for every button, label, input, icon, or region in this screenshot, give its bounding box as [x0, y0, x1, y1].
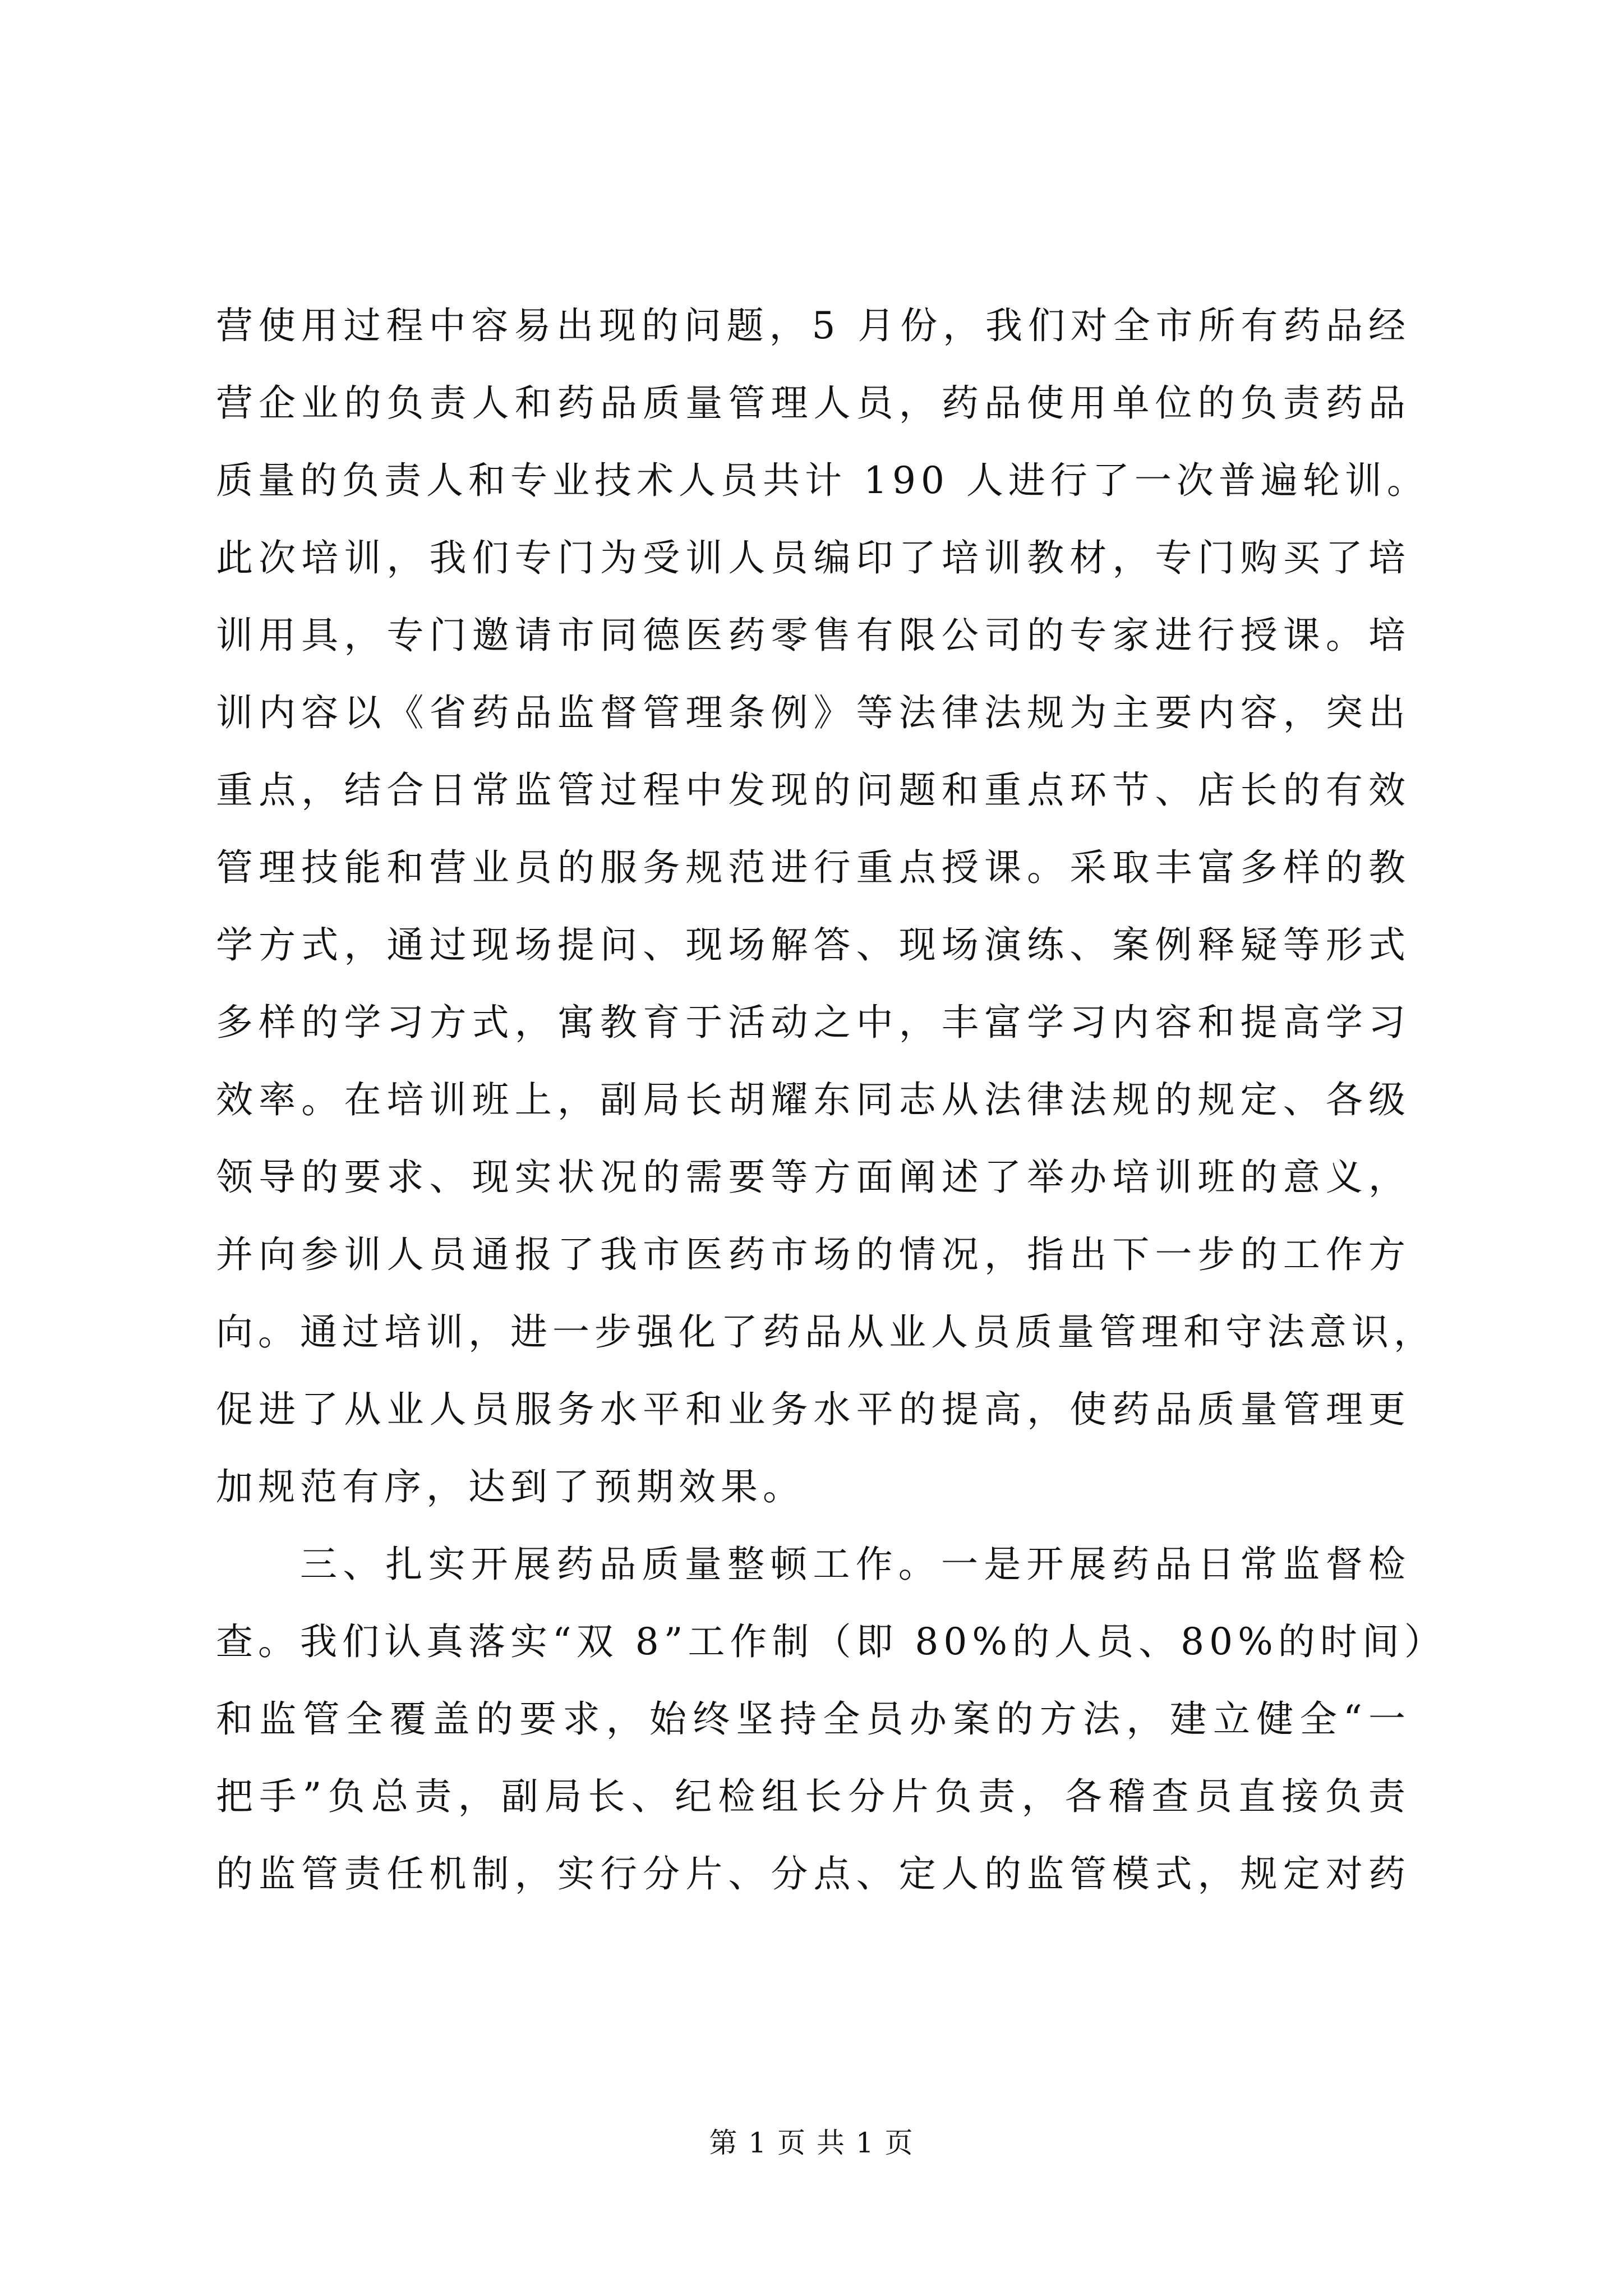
text-line: 重点，结合日常监管过程中发现的问题和重点环节、店长的有效	[216, 769, 1410, 812]
text-line: 和监管全覆盖的要求，始终坚持全员办案的方法，建立健全“一	[216, 1697, 1410, 1741]
text-line: 查。我们认真落实“双 8”工作制（即 80%的人员、80%的时间）	[216, 1620, 1446, 1663]
paragraph-section-three	[216, 1526, 1446, 1913]
text-line: 营使用过程中容易出现的问题，5 月份，我们对全市所有药品经	[216, 304, 1410, 347]
text-line: 此次培训，我们专门为受训人员编印了培训教材，专门购买了培	[216, 536, 1410, 579]
document-body	[216, 287, 1446, 1913]
text-line: 加规范有序，达到了预期效果。	[216, 1465, 805, 1508]
page-footer: 第 1 页 共 1 页	[709, 2127, 914, 2159]
text-line: 训内容以《省药品监督管理条例》等法律法规为主要内容，突出	[216, 691, 1410, 734]
text-line: 多样的学习方式，寓教育于活动之中，丰富学习内容和提高学习	[216, 1001, 1410, 1044]
text-line: 学方式，通过现场提问、现场解答、现场演练、案例释疑等形式	[216, 923, 1410, 967]
text-line: 营企业的负责人和药品质量管理人员，药品使用单位的负责药品	[216, 381, 1410, 425]
paragraph-training	[216, 287, 1436, 1526]
text-line: 把手”负总责，副局长、纪检组长分片负责，各稽查员直接负责	[216, 1775, 1410, 1818]
text-line: 质量的负责人和专业技术人员共计 190 人进行了一次普遍轮训。	[216, 459, 1429, 502]
text-line: 训用具，专门邀请市同德医药零售有限公司的专家进行授课。培	[216, 614, 1410, 657]
text-line: 促进了从业人员服务水平和业务水平的提高，使药品质量管理更	[216, 1388, 1410, 1431]
text-line: 三、扎实开展药品质量整顿工作。一是开展药品日常监督检	[300, 1543, 1410, 1586]
text-line: 的监管责任机制，实行分片、分点、定人的监管模式，规定对药	[216, 1852, 1410, 1895]
text-line: 领导的要求、现实状况的需要等方面阐述了举办培训班的意义，	[216, 1156, 1410, 1199]
text-line: 并向参训人员通报了我市医药市场的情况，指出下一步的工作方	[216, 1233, 1410, 1276]
text-line: 向。通过培训，进一步强化了药品从业人员质量管理和守法意识，	[216, 1310, 1436, 1354]
text-line: 管理技能和营业员的服务规范进行重点授课。采取丰富多样的教	[216, 846, 1410, 889]
text-line: 效率。在培训班上，副局长胡耀东同志从法律法规的规定、各级	[216, 1078, 1410, 1121]
